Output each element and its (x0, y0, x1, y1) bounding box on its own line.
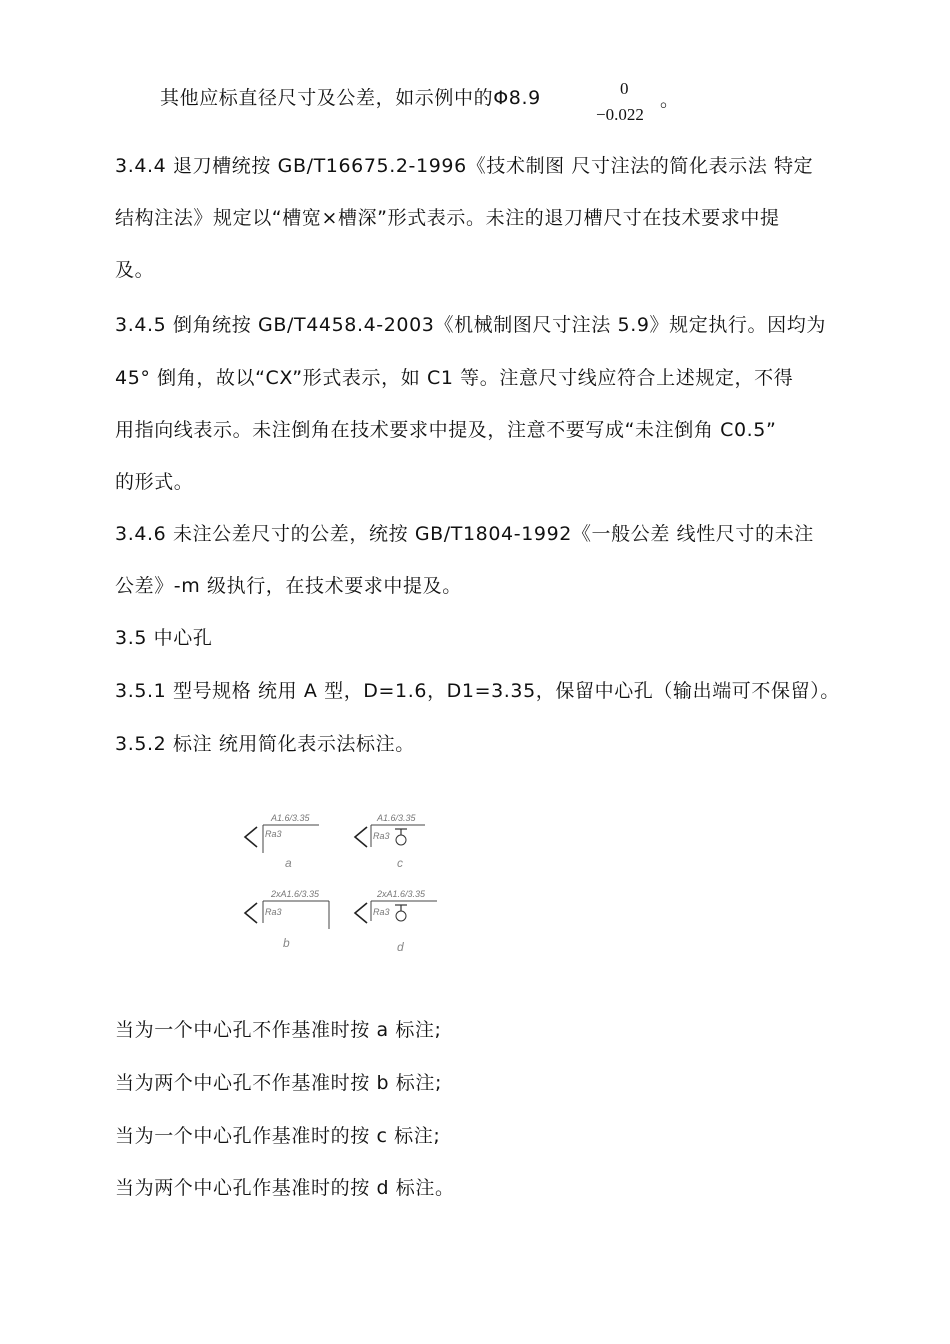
rule-a: 当为一个中心孔不作基准时按 a 标注; (115, 1019, 442, 1041)
label-d: 2xA1.6/3.35 (377, 889, 426, 899)
section-3-4-5-line-1: 3.4.5 倒角统按 GB/T4458.4-2003《机械制图尺寸注法 5.9》规定执行。因均为 (115, 314, 826, 336)
section-3-4-5-line-4: 的形式。 (115, 471, 194, 493)
section-3-5-1-line: 3.5.1 型号规格 统用 A 型，D=1.6，D1=3.35，保留中心孔（输出端可不保留）。 (115, 680, 840, 702)
center-hole-figure (235, 805, 455, 965)
caption-b: b (283, 936, 290, 950)
center-hole-symbol-d (355, 889, 437, 954)
section-3-5-heading: 3.5 中心孔 (115, 627, 213, 649)
section-3-4-6-line-1: 3.4.6 未注公差尺寸的公差，统按 GB/T1804-1992《一般公差 线性尺寸的未注 (115, 523, 814, 545)
tolerance-lower: −0.022 (596, 105, 644, 124)
ra-a: Ra3 (265, 829, 282, 839)
section-3-4-5-line-2: 45° 倒角，故以“CX”形式表示，如 C1 等。注意尺寸线应符合上述规定，不得 (115, 367, 794, 389)
caption-c: c (397, 856, 403, 870)
center-hole-symbol-b (245, 889, 329, 950)
label-a: A1.6/3.35 (271, 813, 310, 823)
intro-text: 其他应标直径尺寸及公差，如示例中的Φ8.9 (160, 87, 541, 109)
caption-d: d (397, 940, 404, 954)
label-b: 2xA1.6/3.35 (271, 889, 320, 899)
rule-c: 当为一个中心孔作基准时的按 c 标注; (115, 1125, 441, 1147)
ra-d: Ra3 (373, 907, 390, 917)
section-3-4-4-line-3: 及。 (115, 259, 155, 281)
ra-c: Ra3 (373, 831, 390, 841)
intro-end: 。 (660, 89, 680, 111)
tolerance-upper: 0 (620, 79, 629, 98)
intro-line (160, 86, 940, 110)
rule-b: 当为两个中心孔不作基准时按 b 标注; (115, 1072, 442, 1094)
section-3-4-6-line-2: 公差》-m 级执行，在技术要求中提及。 (115, 575, 462, 597)
caption-a: a (285, 856, 292, 870)
center-hole-symbol-c (355, 813, 425, 870)
center-hole-symbol-a (245, 813, 319, 870)
section-3-5-2-line: 3.5.2 标注 统用简化表示法标注。 (115, 733, 415, 755)
rule-d: 当为两个中心孔作基准时的按 d 标注。 (115, 1177, 455, 1199)
ra-b: Ra3 (265, 907, 282, 917)
section-3-4-5-line-3: 用指向线表示。未注倒角在技术要求中提及，注意不要写成“未注倒角 C0.5” (115, 419, 777, 441)
section-3-4-4-line-2: 结构注法》规定以“槽宽×槽深”形式表示。未注的退刀槽尺寸在技术要求中提 (115, 207, 780, 229)
section-3-4-4-line-1: 3.4.4 退刀槽统按 GB/T16675.2-1996《技术制图 尺寸注法的简化表示法 特定 (115, 155, 814, 177)
label-c: A1.6/3.35 (377, 813, 416, 823)
